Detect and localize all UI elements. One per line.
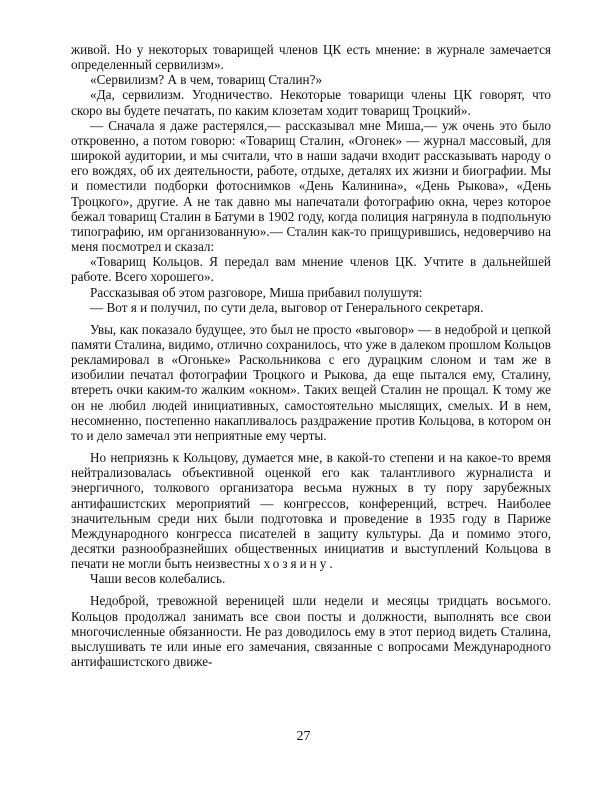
paragraph-3: «Да, сервилизм. Угодничество. Некоторые товарищи члены ЦК говорят, что скоро вы будете печатать, по каким клозетам ходит товарищ Троцкий». <box>71 87 551 118</box>
paragraph-10: Чаши весов колебались. <box>90 571 226 587</box>
page-number: 27 <box>296 729 311 744</box>
spaced-word: хозяину <box>263 556 330 572</box>
paragraph-2: «Сервилизм? А в чем, товарищ Сталин?» <box>90 72 323 88</box>
paragraph-5: «Товарищ Кольцов. Я передал вам мнение членов ЦК. Учтите в дальнейшей работе. Всего хорошего». <box>71 254 551 285</box>
paragraph-7: — Вот я и получил, по сути дела, выговор от Генерального секретаря. <box>90 299 484 315</box>
paragraph-1: живой. Но у некоторых товарищей членов ЦК есть мнение: в журнале замечается определенный сервилизм». <box>71 42 551 73</box>
paragraph-4: — Сначала я даже растерялся,— рассказывал мне Миша,— уж очень это было откровенно, а потом говорю: «Товарищ Сталин, «Огонек» — журнал массовый, для широкой аудитории, и мы считали, что в наши задачи входит рассказывать народу о его вождях, об их деятельности, работе, отдыхе, деталях их жизни и биографии. Мы и поместили подборки фотоснимков «День Калинина», «День Рыкова», «День Троцкого», другие. А не так давно мы напечатали фотографию окна, через которое бежал товарищ Сталин в Батуми в 1902 году, когда полиция нагрянула в подпольную типографию, им организованную».— Сталин как-то прищурившись, недоверчиво на меня посмотрел и сказал: <box>71 117 551 255</box>
paragraph-11: Недоброй, тревожной вереницей шли недели и месяцы тридцать восьмого. Кольцов продолжал занимать все свои посты и должности, выполнять все свои многочисленные обязанности. Не раз доводилось ему в этот период видеть Сталина, выслушивать те или иные его замечания, связанные с вопросами Международного антифашистского движе- <box>71 593 551 670</box>
paragraph-9 <box>71 450 551 571</box>
paragraph-8: Увы, как показало будущее, это был не просто «выговор» — в недоброй и цепкой памяти Сталина, видимо, отлично сохранилось, что уже в далеком прошлом Кольцов рекламировал в «Огоньке» Раскольникова с его дурацким слоном и там же в изобилии печатал фотографии Троцкого и Рыкова, да еще пытался ему, Сталину, втереть очки каким-то жалким «окном». Таких вещей Сталин не прощал. К тому же он не любил людей инициативных, самостоятельно мыслящих, смелых. И в нем, несомненно, постепенно накапливалось раздражение против Кольцова, в котором он то и дело замечал эти неприятные ему черты. <box>71 321 551 443</box>
paragraph-9-tail: . <box>329 556 333 572</box>
paragraph-6: Рассказывая об этом разговоре, Миша прибавил полушутя: <box>90 284 423 300</box>
page-text <box>71 42 551 669</box>
paragraph-9-text: Но неприязнь к Кольцову, думается мне, в какой-то степени и на какое-то время нейтрализовалась объективной оценкой его как талантливого журналиста и энергичного, толкового организатора весьма нужных в ту пору зарубежных антифашистских мероприятий — конгрессов, конференций, встреч. Наиболее значительным среди них были подготовка и проведение в 1935 году в Париже Международного конгресса писателей в защиту культуры. Да и помимо этого, десятки разнообразнейших общественных инициатив и выступлений Кольцова в печати не могли быть неизвестны <box>71 450 551 572</box>
